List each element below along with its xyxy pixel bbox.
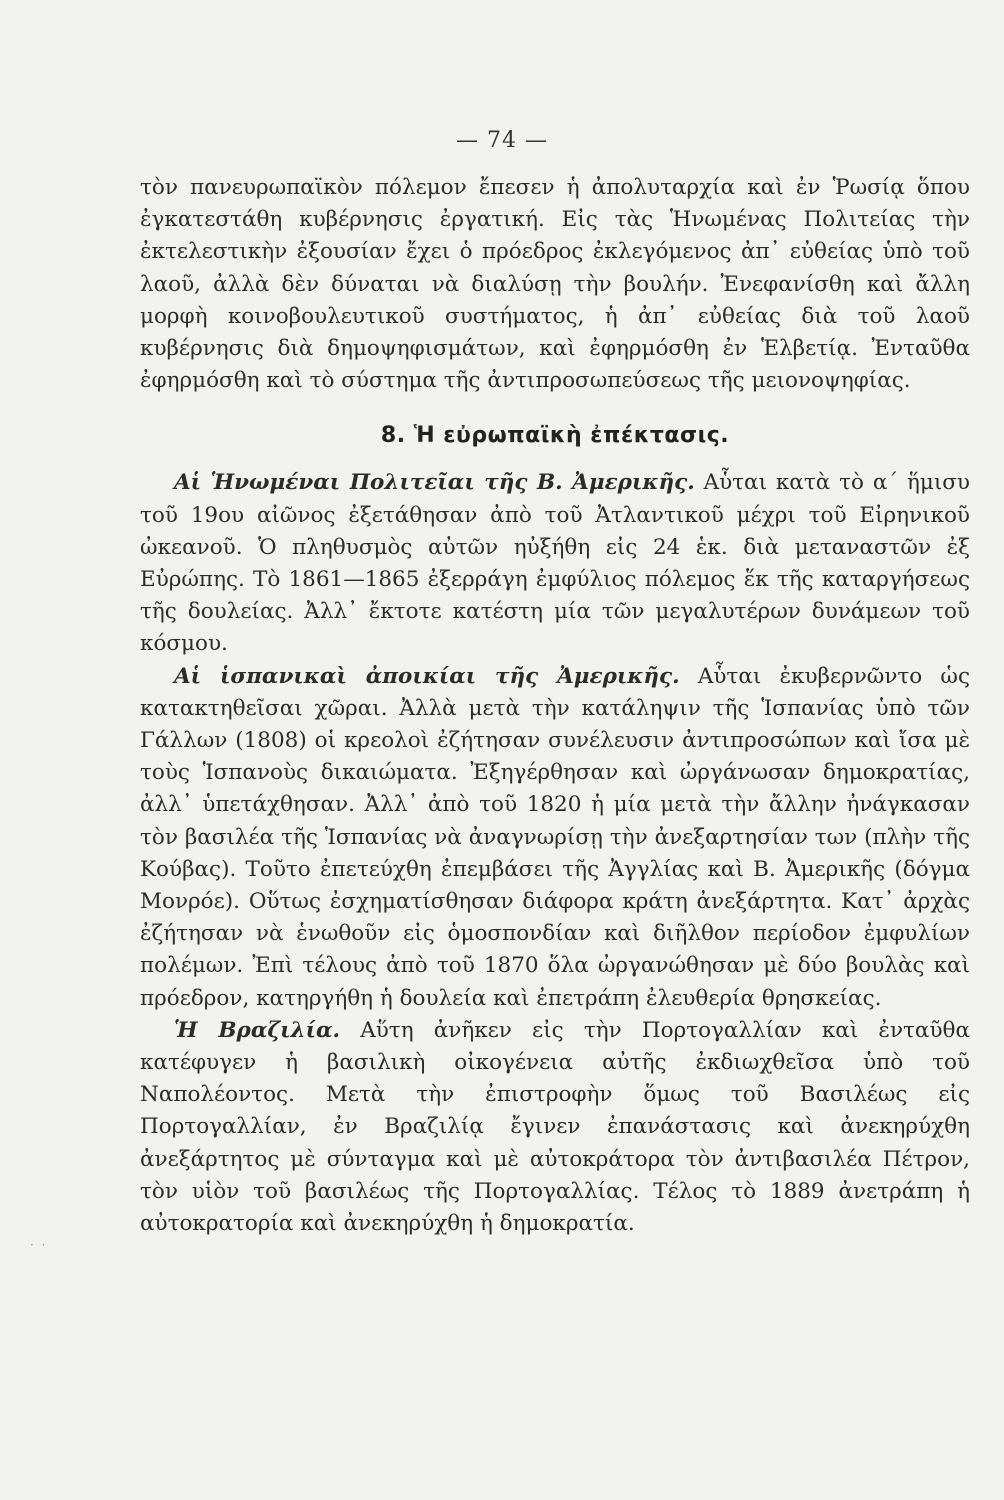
section-heading: 8. Ἡ εὐρωπαϊκὴ ἐπέκτασις. xyxy=(380,423,730,449)
paragraph-lead: Αἱ Ἡνωμέναι Πολιτεῖαι τῆς Β. Ἀμερικῆς. xyxy=(174,470,695,496)
page-number: — 74 — xyxy=(456,128,548,153)
paragraph-lead: Αἱ ἱσπανικαὶ ἀποικίαι τῆς Ἀμερικῆς. xyxy=(174,663,680,689)
paragraph-united-states xyxy=(140,467,970,660)
paragraph-body: Αὗται ἐκυβερνῶντο ὡς κατακτηθεῖσαι χῶραι. Ἀλλὰ μετὰ τὴν κατάληψιν τῆς Ἱσπανίας ὑπὸ τῶν Γάλλων (1808) οἱ κρεολοὶ ἐζήτησαν συνέλευσιν ἀντιπροσώπων καὶ ἴσα μὲ τοὺς Ἱσπανοὺς δικαιώματα. Ἐξηγέρθησαν καὶ ὠργάνωσαν δημοκρατίας, ἀλλ᾽ ὑπετάχθησαν. Ἀλλ᾽ ἀπὸ τοῦ 1820 ἡ μία μετὰ τὴν ἄλλην ἠνάγκασαν τὸν βασιλέα τῆς Ἱσπανίας νὰ ἀναγνωρίσῃ τὴν ἀνεξαρτησίαν των (πλὴν τῆς Κούβας). Τοῦτο ἐπετεύχθη ἐπεμβάσει τῆς Ἀγγλίας καὶ Β. Ἀμερικῆς (δόγμα Μονρόε). Οὕτως ἐσχηματίσθησαν διάφορα κράτη ἀνεξάρτητα. Κατ᾽ ἀρχὰς ἐζήτησαν νὰ ἑνωθοῦν εἰς ὁμοσπονδίαν καὶ διῆλθον περίοδον ἐμφυλίων πολέμων. Ἐπὶ τέλους ἀπὸ τοῦ 1870 ὅλα ὠργανώθησαν μὲ δύο βουλὰς καὶ πρόεδρον, κατηργήθη ἡ δουλεία καὶ ἐπετράπη ἐλευθερία θρησκείας. xyxy=(140,663,971,1011)
paragraph-body: Αὗται κατὰ τὸ α´ ἥμισυ τοῦ 19ου αἰῶνος ἐξετάθησαν ἀπὸ τοῦ Ἀτλαντικοῦ μέχρι τοῦ Εἰρηνικοῦ ὠκεανοῦ. Ὁ πληθυσμὸς αὐτῶν ηὐξήθη εἰς 24 ἑκ. διὰ μεταναστῶν ἐξ Εὐρώπης. Τὸ 1861—1865 ἐξερράγη ἐμφύλιος πόλεμος ἕκ τῆς καταργήσεως τῆς δουλείας. Ἀλλ᾽ ἔκτοτε κατέστη μία τῶν μεγαλυτέρων δυνάμεων τοῦ κόσμου. xyxy=(140,470,971,657)
intro-paragraph: τὸν πανευρωπαϊκὸν πόλεμον ἔπεσεν ἡ ἀπολυταρχία καὶ ἐν Ῥωσίᾳ ὅπου ἐγκατεστάθη κυβέρνησις ἐργατική. Εἰς τὰς Ἡνωμένας Πολιτείας τὴν ἐκτελεστικὴν ἐξουσίαν ἔχει ὁ πρόεδρος ἐκλεγόμενος ἀπ᾽ εὐθείας ὑπὸ τοῦ λαοῦ, ἀλλὰ δὲν δύναται νὰ διαλύσῃ τὴν βουλήν. Ἐνεφανίσθη καὶ ἄλλη μορφὴ κοινοβουλευτικοῦ συστήματος, ἡ ἀπ᾽ εὐθείας διὰ τοῦ λαοῦ κυβέρνησις διὰ δημοψηφισμάτων, καὶ ἐφηρμόσθη ἐν Ἑλβετίᾳ. Ἐνταῦθα ἐφηρμόσθη καὶ τὸ σύστημα τῆς ἀντιπροσωπεύσεως τῆς μειονοψηφίας. xyxy=(140,175,970,394)
paragraph-brazil xyxy=(140,1015,970,1240)
scan-speck: · · xyxy=(30,1238,48,1252)
paragraph-lead: Ἡ Βραζιλία. xyxy=(174,1017,341,1043)
paragraph-spanish-colonies xyxy=(140,661,970,1015)
paragraph-body: Αὕτη ἀνῆκεν εἰς τὴν Πορτογαλλίαν καὶ ἐνταῦθα κατέφυγεν ἡ βασιλικὴ οἰκογένεια αὐτῆς ἐκδιωχθεῖσα ὑπὸ τοῦ Ναπολέοντος. Μετὰ τὴν ἐπιστροφὴν ὅμως τοῦ Βασιλέως εἰς Πορτογαλλίαν, ἐν Βραζιλίᾳ ἔγινεν ἐπανάστασις καὶ ἀνεκηρύχθη ἀνεξάρτητος μὲ σύνταγμα καὶ μὲ αὐτοκράτορα τὸν ἀντιβασιλέα Πέτρον, τὸν υἱὸν τοῦ βασιλέως τῆς Πορτογαλλίας. Τέλος τὸ 1889 ἀνετράπη ἡ αὐτοκρατορία καὶ ἀνεκηρύχθη ἡ δημοκρατία. xyxy=(140,1017,970,1237)
page-body xyxy=(140,172,970,1240)
